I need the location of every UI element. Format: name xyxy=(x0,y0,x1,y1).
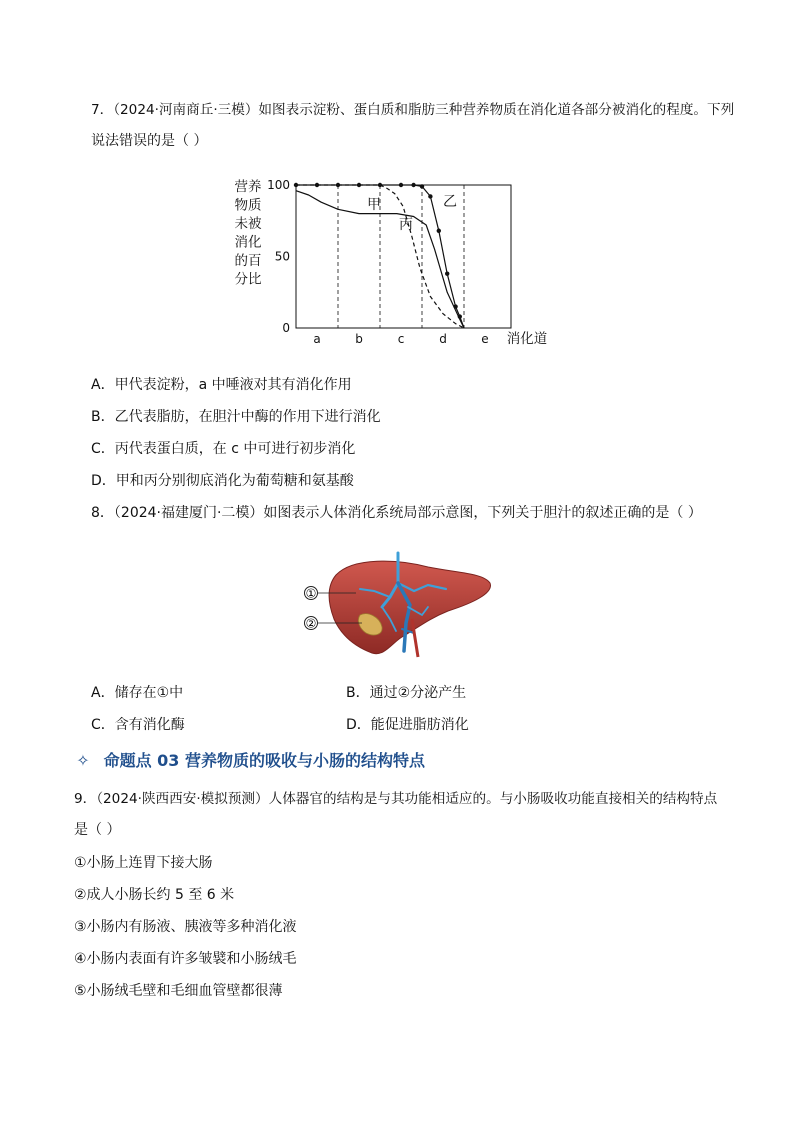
series-line-乙 xyxy=(296,185,464,328)
region-label: d xyxy=(439,332,447,346)
series-point-乙 xyxy=(315,183,319,187)
q8-stem: 8．（2024·福建厦门·二模）如图表示人体消化系统局部示意图，下列关于胆汁的叙述正确的是（ ） xyxy=(91,505,702,521)
section-title: 命题点 03 营养物质的吸收与小肠的结构特点 xyxy=(103,751,425,770)
y-axis-label: 物质 xyxy=(234,197,262,214)
series-line-丙 xyxy=(296,185,464,328)
q7-option-a: A．甲代表淀粉，a 中唾液对其有消化作用 xyxy=(91,377,352,393)
liver-label-1: ① xyxy=(305,586,317,601)
y-axis-label: 营养 xyxy=(234,179,262,195)
series-point-乙 xyxy=(437,229,441,233)
series-point-乙 xyxy=(428,194,432,198)
q9-stem-line1: 9．（2024·陕西西安·模拟预测）人体器官的结构是与其功能相适应的。与小肠吸收功能直接相关的结构特点 xyxy=(74,791,718,807)
q7-stem-line1: 7．（2024·河南商丘·三模）如图表示淀粉、蛋白质和脂肪三种营养物质在消化道各部分被消化的程度。下列 xyxy=(91,102,735,118)
q8-option-d: D．能促进脂肪消化 xyxy=(346,717,469,733)
q9-item-4: ④小肠内表面有许多皱襞和小肠绒毛 xyxy=(74,951,297,967)
x-axis-label: 消化道 xyxy=(506,331,548,347)
series-label-乙: 乙 xyxy=(443,194,457,210)
q9-item-1: ①小肠上连胃下接大肠 xyxy=(74,855,213,871)
series-point-乙 xyxy=(378,183,382,187)
series-line-甲 xyxy=(296,191,464,328)
chart-frame xyxy=(296,185,511,328)
series-point-乙 xyxy=(453,304,457,308)
region-label: c xyxy=(397,332,405,346)
series-point-乙 xyxy=(399,183,403,187)
y-axis-label: 分比 xyxy=(234,271,262,288)
series-point-乙 xyxy=(411,183,415,187)
series-point-乙 xyxy=(294,183,298,187)
y-axis-label: 未被 xyxy=(234,216,262,232)
series-label-丙: 丙 xyxy=(399,217,413,233)
region-label: b xyxy=(355,332,363,346)
region-label: a xyxy=(313,332,321,346)
series-point-乙 xyxy=(336,183,340,187)
y-tick-label: 100 xyxy=(267,178,290,192)
q9-stem-line2: 是（ ） xyxy=(74,822,121,838)
q7-stem-line2: 说法错误的是（ ） xyxy=(91,133,208,149)
q7-option-d: D．甲和丙分别彻底消化为葡萄糖和氨基酸 xyxy=(91,473,354,489)
q7-option-b: B．乙代表脂肪，在胆汁中酶的作用下进行消化 xyxy=(91,409,381,425)
liver-illustration xyxy=(298,545,498,665)
y-tick-label: 0 xyxy=(282,321,290,335)
y-axis-label: 的百 xyxy=(234,253,262,269)
series-point-乙 xyxy=(458,314,462,318)
q9-item-3: ③小肠内有肠液、胰液等多种消化液 xyxy=(74,919,297,935)
q8-option-a: A．储存在①中 xyxy=(91,685,184,701)
q7-option-c: C．丙代表蛋白质，在 c 中可进行初步消化 xyxy=(91,441,356,457)
q8-option-c: C．含有消化酶 xyxy=(91,717,185,733)
series-point-乙 xyxy=(420,184,424,188)
region-label: e xyxy=(481,332,489,346)
series-point-乙 xyxy=(445,271,449,275)
series-label-甲: 甲 xyxy=(367,197,381,213)
y-tick-label: 50 xyxy=(274,249,290,264)
liver-label-2: ② xyxy=(305,616,317,631)
q9-item-2: ②成人小肠长约 5 至 6 米 xyxy=(74,887,235,903)
series-point-乙 xyxy=(357,183,361,187)
q8-option-b: B．通过②分泌产生 xyxy=(346,685,467,701)
q9-item-5: ⑤小肠绒毛壁和毛细血管壁都很薄 xyxy=(74,983,283,999)
y-axis-label: 消化 xyxy=(234,234,262,251)
section-heading xyxy=(74,751,425,771)
sparkle-icon: ✧ xyxy=(76,751,90,770)
